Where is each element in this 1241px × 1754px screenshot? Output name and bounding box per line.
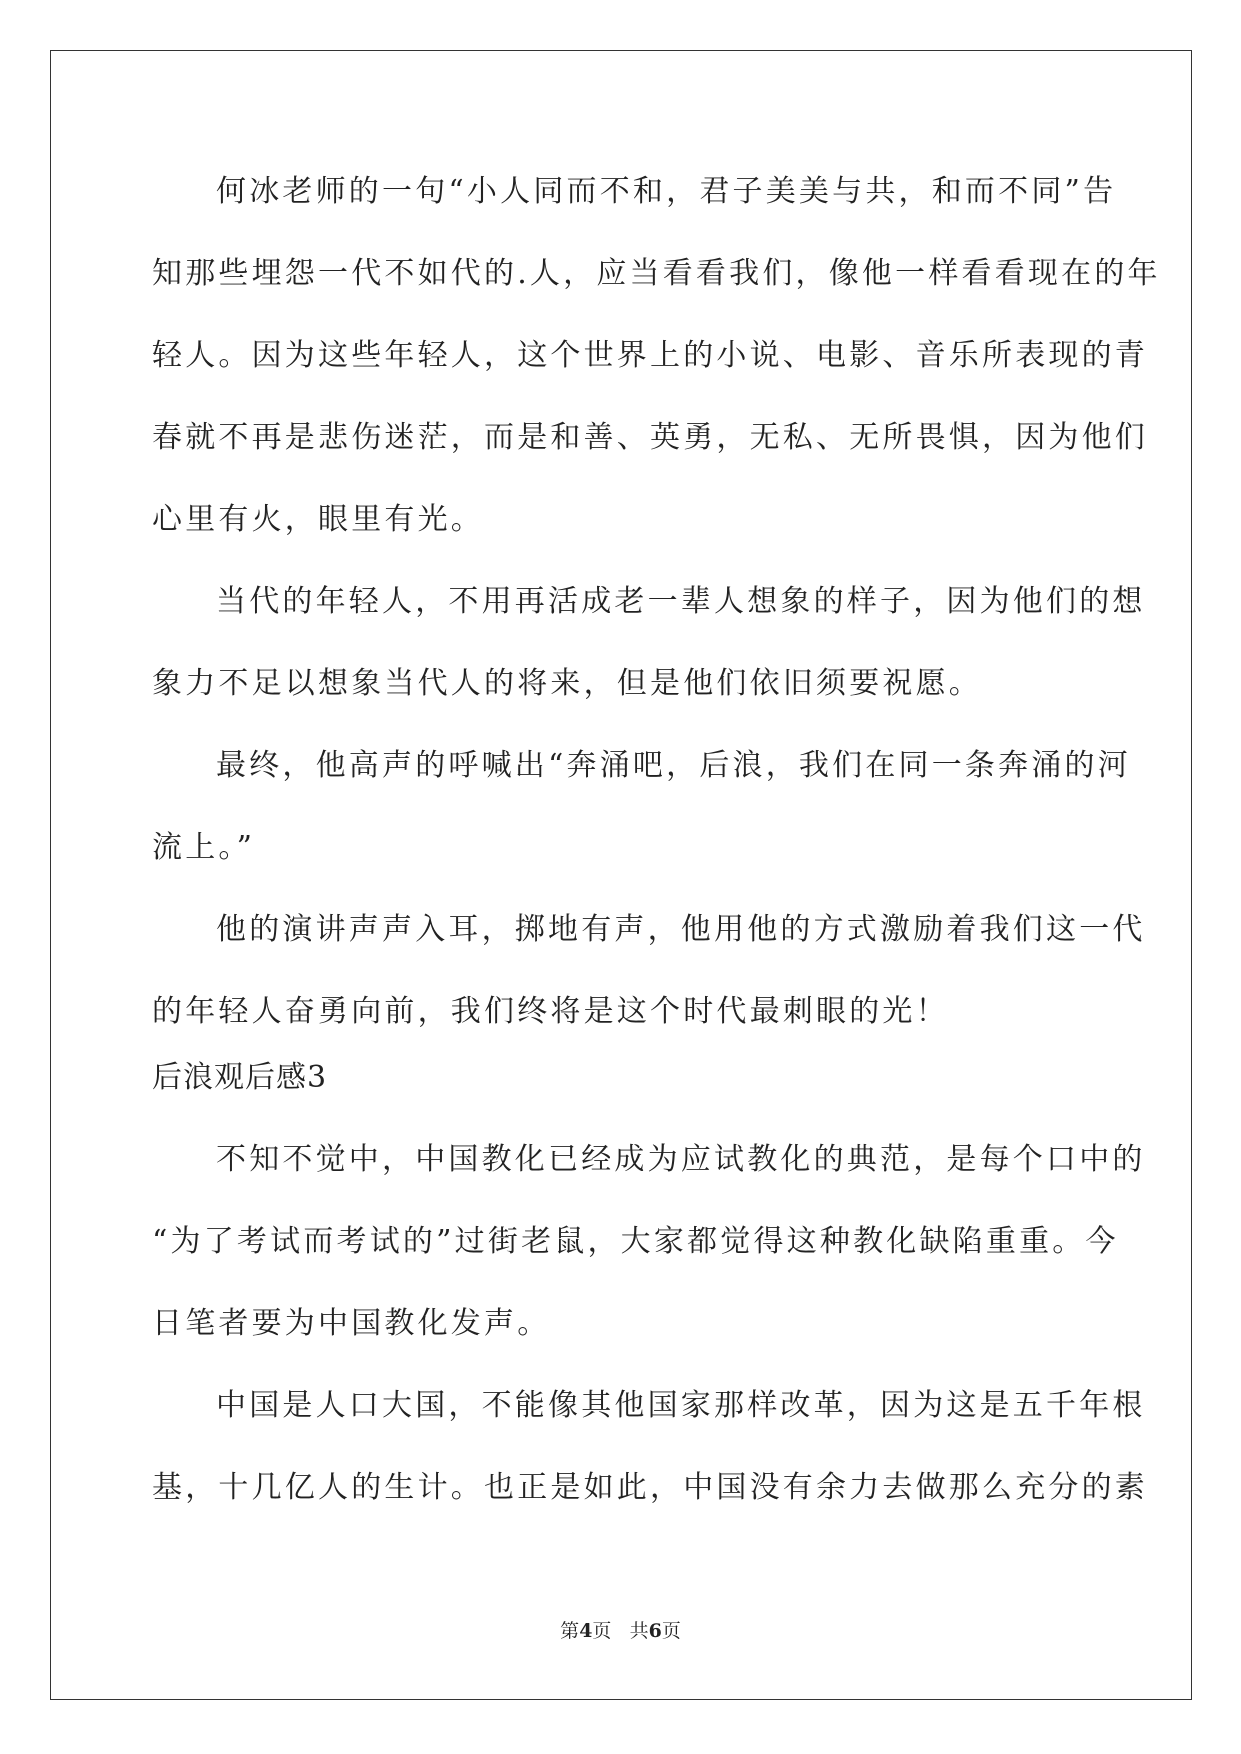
paragraph-line: 何冰老师的一句“小人同而不和，君子美美与共，和而不同”告 [216,174,1117,209]
paragraph-line: 象力不足以想象当代人的将来，但是他们依旧须要祝愿。 [152,666,982,701]
paragraph-line: 心里有火，眼里有光。 [152,502,484,537]
paragraph-line: 他的演讲声声入耳，掷地有声，他用他的方式激励着我们这一代 [216,912,1146,947]
section-heading: 后浪观后感3 [152,1060,328,1095]
paragraph-line: 日笔者要为中国教化发声。 [152,1306,551,1341]
paragraph-line: 最终，他高声的呼喊出“奔涌吧，后浪，我们在同一条奔涌的河 [216,748,1131,783]
paragraph-line: 基，十几亿人的生计。也正是如此，中国没有余力去做那么充分的素 [152,1470,1148,1505]
paragraph-line: 流上。” [152,830,256,865]
paragraph-line: 的年轻人奋勇向前，我们终将是这个时代最刺眼的光！ [152,994,949,1029]
page-unit: 页 [592,1620,612,1642]
paragraph-line: 春就不再是悲伤迷茫，而是和善、英勇，无私、无所畏惧，因为他们 [152,420,1148,455]
paragraph-line: 中国是人口大国，不能像其他国家那样改革，因为这是五千年根 [216,1388,1146,1423]
paragraph-line: 轻人。因为这些年轻人，这个世界上的小说、电影、音乐所表现的青 [152,338,1148,373]
page-border [50,50,1192,1700]
total-prefix: 共 [629,1620,649,1642]
page-footer [0,1619,1241,1643]
paragraph-line: “为了考试而考试的”过街老鼠，大家都觉得这种教化缺陷重重。今 [152,1224,1119,1259]
paragraph-line: 不知不觉中，中国教化已经成为应试教化的典范，是每个口中的 [216,1142,1146,1177]
page-current: 4 [579,1620,593,1642]
page-prefix: 第 [560,1620,580,1642]
page-total: 6 [648,1620,662,1642]
paragraph-line: 当代的年轻人，不用再活成老一辈人想象的样子，因为他们的想 [216,584,1146,619]
paragraph-line: 知那些埋怨一代不如代的.人，应当看看我们，像他一样看看现在的年 [152,256,1161,291]
total-unit: 页 [661,1620,681,1642]
